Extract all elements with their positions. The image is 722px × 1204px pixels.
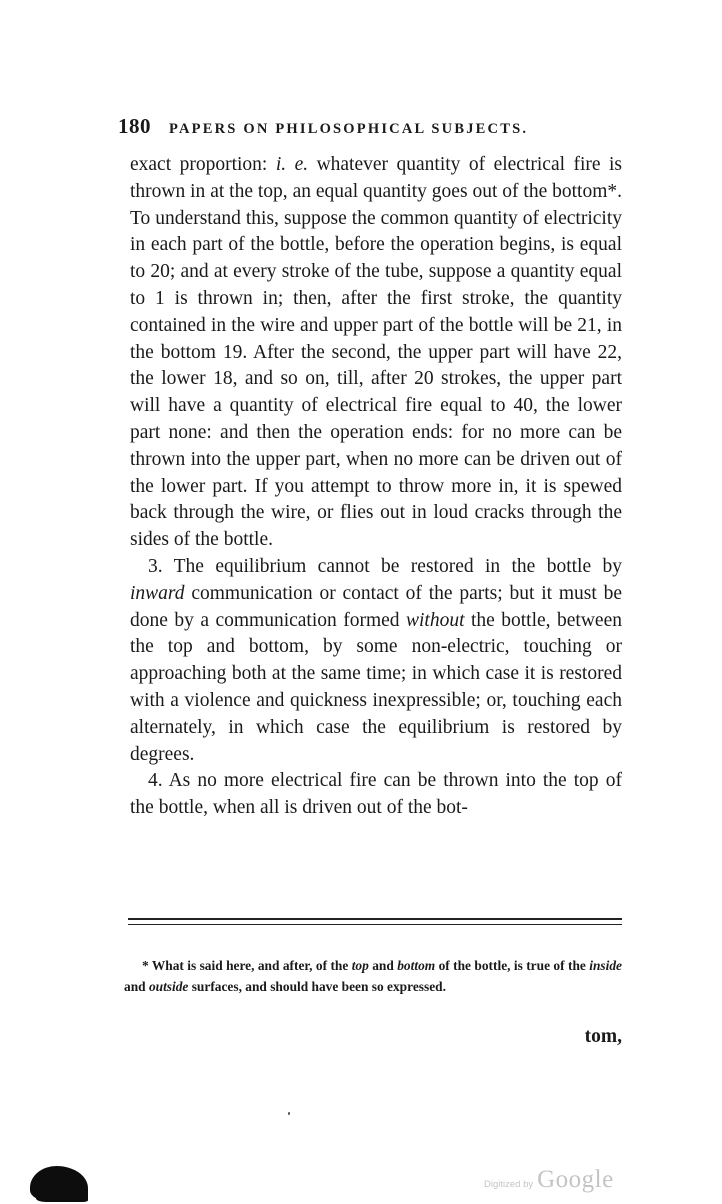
p1-text-2: whatever quantity of electrical fire is thrown in at the top, an equal quantity goes out of the bottom*. To understand this, suppose the common quantity of electricity in each part of the bottle, before the operation begins, is equal to 20; and at every stroke of the tube, suppose a quantity equal to 1 is thrown in; then, after the first stroke, the quantity contained in the wire and upper part of the bottle will be 21, in the bottom 19. After the second, the upper part will have 22, the lower 18, and so on, till, after 20 strokes, the upper part will have a quantity of electrical fire equal to 40, the lower part none: and then the operation ends: for no more can be thrown into the upper part, when no more can be driven out of the lower part. If you attempt to throw more in, it is spewed back through the wire, or flies out in loud cracks through the sides of the bottle. [130, 154, 623, 551]
watermark-logo: Google [537, 1166, 614, 1193]
body-text [130, 152, 622, 822]
footnote [124, 956, 622, 997]
fn-italic-1: top [351, 958, 369, 973]
p2-text-3: the bottle, between the top and bottom, by some non-electric, touching or approaching both at the same time; in which case it is restored with a violence and quickness inexpressible; or, touching each alternately, in which case the equilibrium is restored by degrees. [130, 609, 622, 765]
watermark-prefix: Digitized by [484, 1179, 534, 1190]
running-head: PAPERS ON PHILOSOPHICAL SUBJECTS. [169, 121, 529, 137]
footnote-rule-thick [128, 918, 622, 920]
p1-text-1: exact proportion: [130, 154, 276, 175]
paragraph-3 [130, 768, 622, 822]
fn-text-1: * What is said here, and after, of the [142, 958, 352, 973]
footnote-paragraph [124, 956, 622, 997]
paragraph-2 [130, 554, 622, 768]
p3-text-1: 4. As no more electrical fire can be thrown into the top of the bottle, when all is driven out of the bot- [130, 770, 622, 819]
fn-italic-3: inside [589, 958, 622, 973]
fn-italic-4: outside [148, 978, 189, 994]
fn-text-4: and [124, 978, 149, 994]
p2-italic-1: inward [130, 582, 185, 604]
digitized-watermark [484, 1166, 614, 1194]
footnote-rule-thin [128, 924, 622, 925]
fn-text-5: surfaces, and should have been so expressed. [188, 978, 446, 994]
page-number: 180 [118, 114, 151, 138]
p2-text-2: communication or contact of the parts; but it must be done by a communication formed [130, 582, 622, 631]
fn-text-2: and [368, 958, 398, 973]
paragraph-1 [130, 152, 622, 554]
catchword: tom, [584, 1026, 622, 1047]
page-header [118, 114, 628, 140]
ink-blot [30, 1166, 88, 1202]
p2-text-1: 3. The equilibrium cannot be restored in the bottle by [148, 555, 622, 577]
p1-italic-1: i. e. [275, 154, 309, 175]
ink-speck [288, 1112, 290, 1115]
fn-text-3: of the bottle, is true of the [435, 958, 590, 973]
p2-italic-2: without [406, 609, 465, 631]
fn-italic-2: bottom [397, 958, 436, 973]
